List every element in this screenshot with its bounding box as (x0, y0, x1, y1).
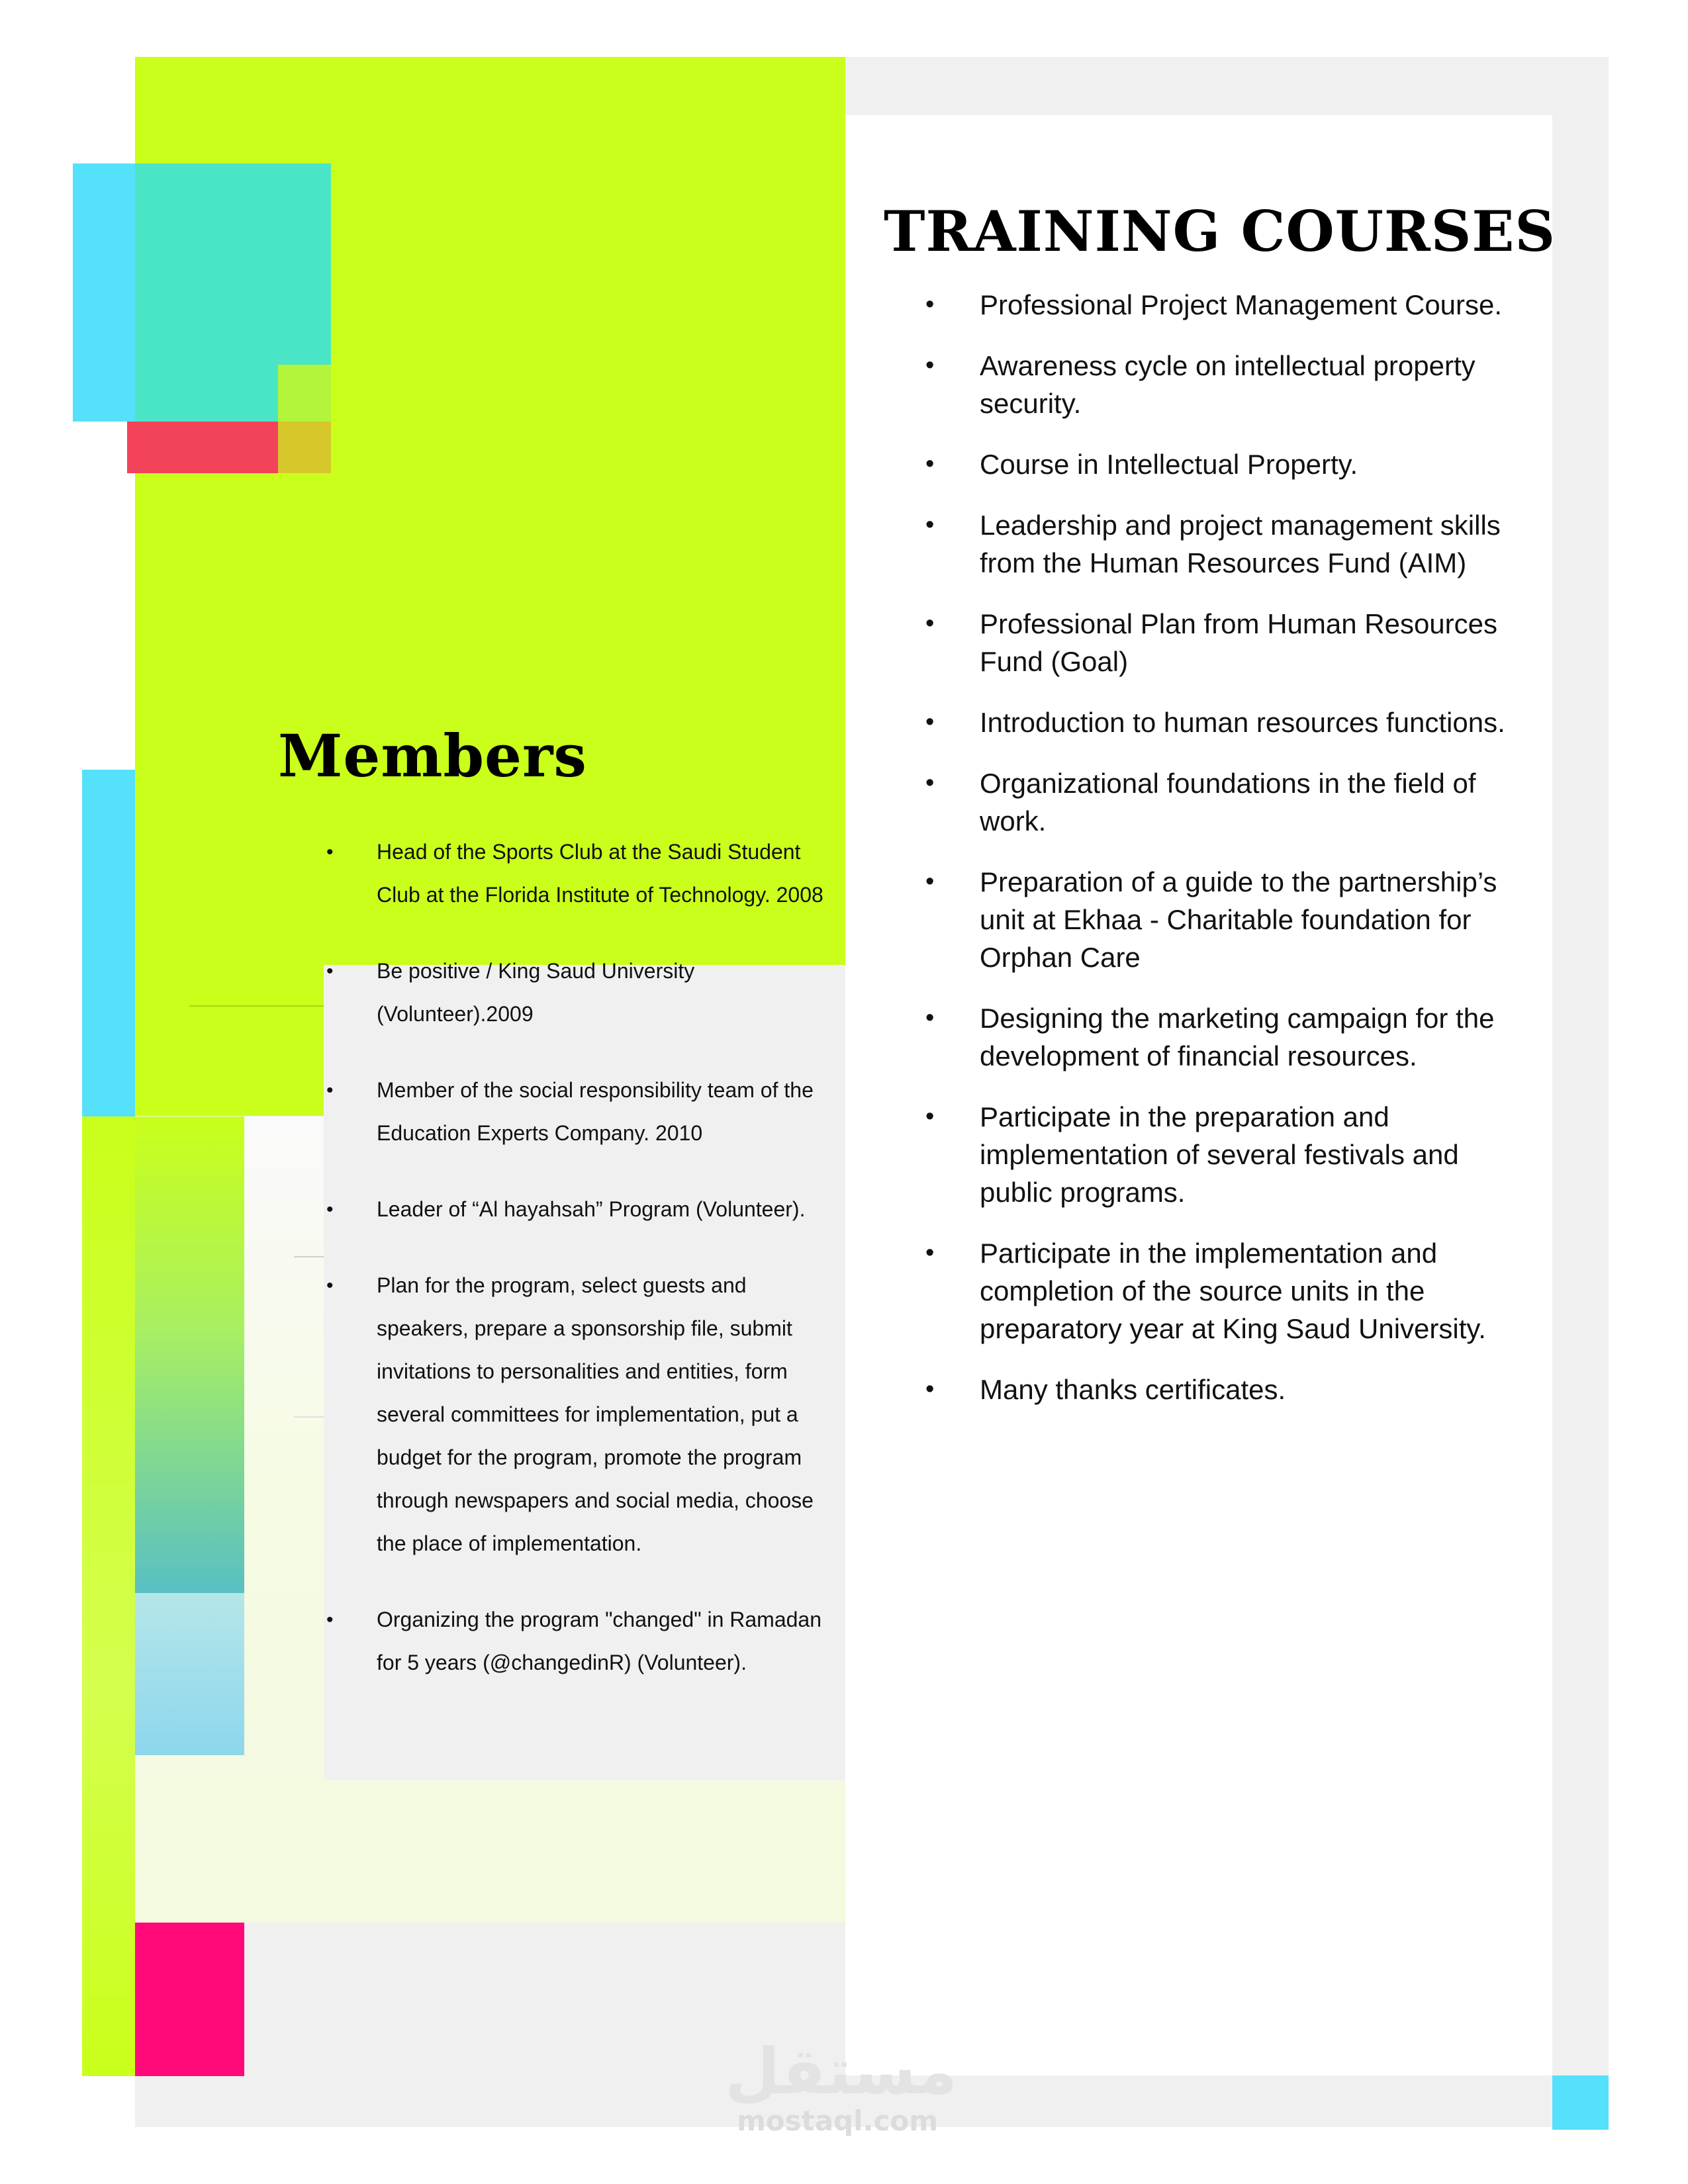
divider-line (294, 1416, 324, 1418)
bullet-icon: • (326, 1199, 334, 1220)
members-item-text: Organizing the program "changed" in Ramadan for 5 years (@changedinR) (Volunteer). (377, 1608, 821, 1674)
bullet-icon: • (925, 351, 935, 379)
bullet-icon: • (925, 868, 935, 895)
course-item-text: Professional Project Management Course. (980, 289, 1503, 320)
course-item-text: Introduction to human resources functions. (980, 707, 1505, 738)
red-bar (127, 422, 278, 473)
left-strip-cyan (82, 770, 135, 1116)
bullet-icon: • (925, 450, 935, 478)
members-item-text: Plan for the program, select guests and speakers, prepare a sponsorship file, submit invitations to personalities and entities, form several committees for implementation, put a budget for the program, promote the program through newspapers and social media, choose the place of implementation. (377, 1273, 814, 1555)
course-item-text: Many thanks certificates. (980, 1374, 1286, 1405)
bullet-icon: • (326, 960, 334, 982)
course-item-text: Designing the marketing campaign for the development of financial resources. (980, 1003, 1495, 1071)
course-item (925, 347, 1534, 422)
bullet-icon: • (925, 291, 935, 318)
light-blue-block (135, 1593, 244, 1755)
bullet-icon: • (925, 610, 935, 637)
course-item (925, 1098, 1534, 1211)
bullet-icon: • (326, 841, 334, 863)
course-item-text: Preparation of a guide to the partnership’s unit at Ekhaa - Charitable foundation for Orphan Care (980, 866, 1497, 973)
course-item (925, 506, 1534, 582)
training-courses-heading: TRAINING COURSES (884, 199, 1556, 264)
course-item-text: Participate in the preparation and implementation of several festivals and public programs. (980, 1101, 1459, 1208)
course-item-text: Leadership and project management skills from the Human Resources Fund (AIM) (980, 510, 1501, 578)
course-item-text: Participate in the implementation and completion of the source units in the preparatory year at King Saud University. (980, 1238, 1486, 1344)
members-list (324, 831, 845, 1717)
watermark-site: mostaql.com (737, 2105, 938, 2137)
training-courses-list (925, 286, 1534, 1432)
bullet-icon: • (925, 1004, 935, 1032)
divider-line (189, 1005, 332, 1007)
bullet-icon: • (925, 511, 935, 539)
bullet-icon: • (925, 1375, 935, 1403)
members-item-text: Head of the Sports Club at the Saudi Student Club at the Florida Institute of Technology. 2008 (377, 840, 823, 907)
divider-line (294, 1256, 324, 1257)
course-item-text: Awareness cycle on intellectual property security. (980, 350, 1476, 419)
bullet-icon: • (326, 1079, 334, 1101)
course-item (925, 1234, 1534, 1347)
members-item-text: Be positive / King Saud University (Volunteer).2009 (377, 959, 695, 1026)
yellow-green-square (278, 365, 331, 422)
bullet-icon: • (326, 1275, 334, 1297)
bullet-icon: • (925, 769, 935, 797)
members-item (324, 1598, 845, 1684)
members-item (324, 950, 845, 1036)
bullet-icon: • (925, 1103, 935, 1130)
course-item (925, 863, 1534, 976)
course-item-text: Professional Plan from Human Resources Fund (Goal) (980, 608, 1498, 677)
course-item-text: Organizational foundations in the field of work. (980, 768, 1476, 837)
pink-block (135, 1923, 244, 2076)
members-item-text: Leader of “Al hayahsah” Program (Volunteer). (377, 1197, 806, 1221)
bullet-icon: • (925, 708, 935, 736)
course-item (925, 764, 1534, 840)
members-item (324, 1069, 845, 1155)
members-panel (324, 831, 845, 1780)
course-item (925, 999, 1534, 1075)
bullet-icon: • (925, 1239, 935, 1267)
course-item (925, 445, 1534, 483)
members-item (324, 1188, 845, 1231)
course-item (925, 1371, 1534, 1408)
left-strip-lime (82, 1116, 135, 2076)
members-item (324, 1264, 845, 1565)
course-item (925, 286, 1534, 324)
course-item (925, 605, 1534, 680)
watermark-logo: مستقل (725, 2034, 958, 2109)
corner-cyan-square (1552, 2075, 1609, 2130)
course-item-text: Course in Intellectual Property. (980, 449, 1358, 480)
olive-square (278, 422, 331, 473)
members-item-text: Member of the social responsibility team of the Education Experts Company. 2010 (377, 1078, 814, 1145)
members-item (324, 831, 845, 917)
gradient-column (135, 1116, 244, 1593)
course-item (925, 704, 1534, 741)
bullet-icon: • (326, 1609, 334, 1631)
members-heading: Members (278, 721, 587, 790)
